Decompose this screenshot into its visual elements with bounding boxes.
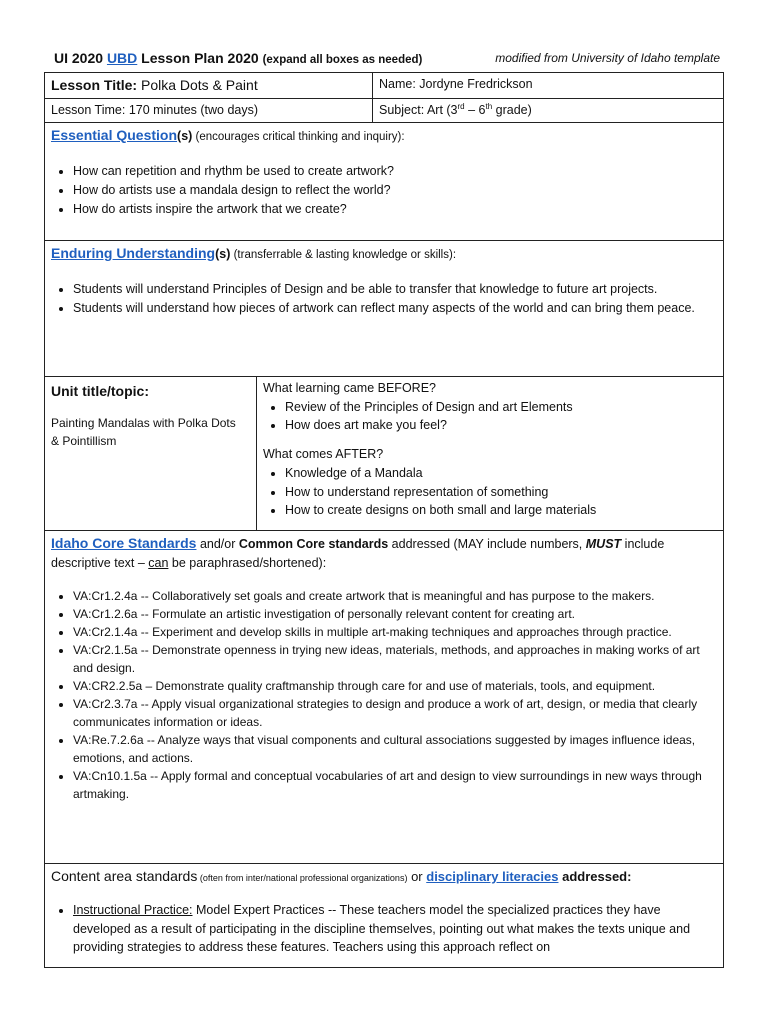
- essential-suffix: (s): [177, 128, 193, 143]
- list-item: • Review of the Principles of Design and art Elements: [285, 398, 717, 417]
- subject-post: grade): [492, 103, 532, 118]
- standards-include: include: [621, 536, 665, 551]
- standards-can: can: [148, 555, 169, 570]
- list-item: • How can repetition and rhythm be used to create artwork?: [73, 162, 717, 181]
- enduring-understanding-cell: [45, 240, 724, 376]
- lesson-title-label: Lesson Title:: [51, 77, 141, 93]
- header-part2: Lesson Plan 2020: [137, 50, 259, 66]
- enduring-understanding-link[interactable]: Enduring Understanding: [51, 244, 216, 261]
- essential-note: (encourages critical thinking and inquiry):: [192, 130, 405, 143]
- content-list: [51, 901, 717, 957]
- enduring-understanding-list: [51, 280, 717, 318]
- enduring-suffix: (s): [215, 246, 231, 261]
- list-item: • VA:Cr1.2.6a -- Formulate an artistic investigation of personally relevant content for creating art.: [73, 605, 717, 623]
- list-item: • VA:Re.7.2.6a -- Analyze ways that visual components and cultural associations suggested by images influence ideas, emotions, and actions.: [73, 731, 717, 767]
- name-cell: [373, 73, 724, 99]
- subject-sup2: th: [485, 102, 493, 111]
- list-item: • VA:CR2.2.5a – Demonstrate quality craftmanship through care for and use of materials, tools, and equipment.: [73, 677, 717, 695]
- after-list: [263, 464, 717, 520]
- standards-list: [51, 587, 717, 803]
- lesson-title-value: Polka Dots & Paint: [140, 77, 258, 93]
- idaho-core-standards-link[interactable]: Idaho Core Standards: [51, 534, 197, 551]
- list-item: • How does art make you feel?: [285, 416, 717, 435]
- list-item: • VA:Cr1.2.4a -- Collaboratively set goals and create artwork that is meaningful and has purpose to the makers.: [73, 587, 717, 605]
- unit-topic-cell: [45, 376, 257, 530]
- subject-pre: Subject: Art (3: [379, 103, 458, 118]
- essential-question-cell: [45, 122, 724, 240]
- list-item: • VA:Cr2.1.5a -- Demonstrate openness in trying new ideas, materials, methods, and approaches in making works of art and design.: [73, 641, 717, 677]
- list-item: • Students will understand how pieces of artwork can reflect many aspects of the world and can bring them peace.: [73, 299, 717, 318]
- standards-desc2: be paraphrased/shortened):: [168, 555, 327, 570]
- after-label: What comes AFTER?: [263, 447, 384, 462]
- content-or: or: [407, 868, 427, 884]
- list-item: • How to understand representation of something: [285, 483, 717, 502]
- list-item: • How do artists use a mandala design to reflect the world?: [73, 181, 717, 200]
- list-item: • Students will understand Principles of Design and be able to transfer that knowledge to future art projects.: [73, 280, 717, 299]
- header-expand-note: (expand all boxes as needed): [262, 54, 423, 66]
- list-item: [73, 901, 717, 957]
- standards-andor: and/or: [196, 536, 239, 551]
- instructional-practice-text: Model Expert Practices -- These teachers model the specialized practices they have developed as a result of participating in the discipline themselves, pointing out what makes the texts unique and providing strategies to address these features. Teachers using this approach reflect on: [73, 902, 691, 955]
- list-item: • How to create designs on both small and large materials: [285, 501, 717, 520]
- before-label: What learning came BEFORE?: [263, 380, 436, 395]
- unit-topic-label: Unit title/topic:: [51, 382, 149, 399]
- content-standards-cell: [45, 863, 724, 967]
- content-standards-note: (often from inter/national professional organizations): [197, 872, 408, 883]
- header-modified-note: modified from University of Idaho template: [495, 51, 720, 65]
- unit-topic-value: Painting Mandalas with Polka Dots & Pointillism: [51, 415, 236, 448]
- document-header: [54, 50, 734, 70]
- teacher-name: Name: Jordyne Fredrickson: [379, 77, 533, 91]
- content-standards-title: Content area standards: [51, 867, 198, 884]
- header-part1: UI 2020: [54, 50, 107, 66]
- subject-cell: [373, 99, 724, 123]
- standards-must: MUST: [585, 536, 622, 551]
- lesson-title-cell: [45, 73, 373, 99]
- before-list: [263, 398, 717, 436]
- list-item: • How do artists inspire the artwork that we create?: [73, 200, 717, 219]
- header-title: [54, 50, 263, 66]
- subject-mid: – 6: [464, 103, 486, 118]
- essential-question-link[interactable]: Essential Question: [51, 126, 178, 143]
- list-item: • VA:Cr2.3.7a -- Apply visual organizational strategies to design and produce a work of art, design, or media that clearly communicates information or ideas.: [73, 695, 717, 731]
- common-core-label: Common Core standards: [238, 536, 389, 551]
- list-item: • Knowledge of a Mandala: [285, 464, 717, 483]
- standards-desc1: descriptive text –: [51, 555, 149, 570]
- essential-question-list: [51, 162, 717, 218]
- idaho-standards-cell: [45, 530, 724, 863]
- lesson-time: Lesson Time: 170 minutes (two days): [51, 103, 259, 117]
- content-addressed: addressed:: [558, 868, 632, 884]
- lesson-plan-table: [44, 72, 724, 968]
- list-item: • VA:Cn10.1.5a -- Apply formal and conceptual vocabularies of art and design to view surroundings in new ways through artmaking.: [73, 767, 717, 803]
- list-item: • VA:Cr2.1.4a -- Experiment and develop skills in multiple art-making techniques and approaches through practice.: [73, 623, 717, 641]
- ubd-link[interactable]: UBD: [106, 50, 138, 66]
- lesson-time-cell: [45, 99, 373, 123]
- enduring-note: (transferrable & lasting knowledge or skills):: [230, 248, 457, 261]
- instructional-practice-label: Instructional Practice:: [73, 902, 193, 917]
- subject-sup1: rd: [457, 102, 465, 111]
- disciplinary-literacies-link[interactable]: disciplinary literacies: [426, 868, 559, 884]
- learning-sequence-cell: [257, 376, 724, 530]
- standards-addressed: addressed (MAY include numbers,: [388, 536, 586, 551]
